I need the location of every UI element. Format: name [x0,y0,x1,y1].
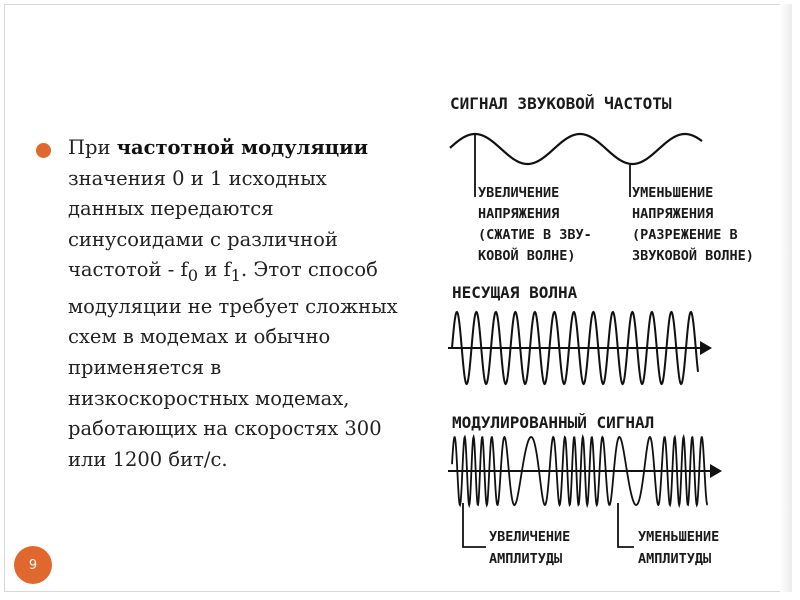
increase-voltage-line: УВЕЛИЧЕНИЕ [478,185,560,201]
text-part: При [68,136,117,159]
text-part: . Этот способ модуляции не требует сложных схем в модемах и обычно применяется в низкоскоростных модемах, работающих на скоростях 300 или 1200 бит/с. [68,258,398,471]
modulated-axis-arrow-icon [710,464,722,478]
audio-signal-title: СИГНАЛ ЗВУКОВОЙ ЧАСТОТЫ [450,94,672,113]
increase-voltage-line: (СЖАТИЕ В ЗВУ- [478,227,592,243]
subscript: 0 [187,266,199,286]
increase-voltage-line: НАПРЯЖЕНИЯ [478,206,560,222]
decrease-voltage-line: ЗВУКОВОЙ ВОЛНЕ) [632,248,754,264]
carrier-axis-arrow-icon [700,341,712,355]
decrease-voltage-line: НАПРЯЖЕНИЯ [632,206,714,222]
decrease-amplitude-bracket [618,503,634,547]
slide-number-badge: 9 [14,546,52,584]
bullet-dot-icon [36,143,51,158]
text-part: значения 0 и 1 исходных данных передаются синусоидами с различной частотой - f [68,166,338,282]
bold-term: частотной модуляции [116,136,369,159]
decrease-voltage-line: (РАЗРЕЖЕНИЕ В [632,227,738,243]
audio-wave [450,134,702,164]
subscript: 1 [230,266,242,286]
body-text [68,133,408,475]
text-part: и f [198,258,231,282]
increase-amplitude-line: УВЕЛИЧЕНИЕ [489,529,571,545]
decrease-amplitude-line: АМПЛИТУДЫ [638,551,712,567]
increase-amplitude-line: АМПЛИТУДЫ [489,551,563,567]
carrier-wave-title: НЕСУЩАЯ ВОЛНА [452,283,578,302]
fm-diagram [440,85,785,585]
increase-amplitude-bracket [463,503,486,547]
increase-voltage-line: КОВОЙ ВОЛНЕ) [478,248,576,264]
decrease-amplitude-line: УМЕНЬШЕНИЕ [638,529,720,545]
modulated-signal-title: МОДУЛИРОВАННЫЙ СИГНАЛ [452,413,655,432]
decrease-voltage-line: УМЕНЬШЕНИЕ [632,185,714,201]
